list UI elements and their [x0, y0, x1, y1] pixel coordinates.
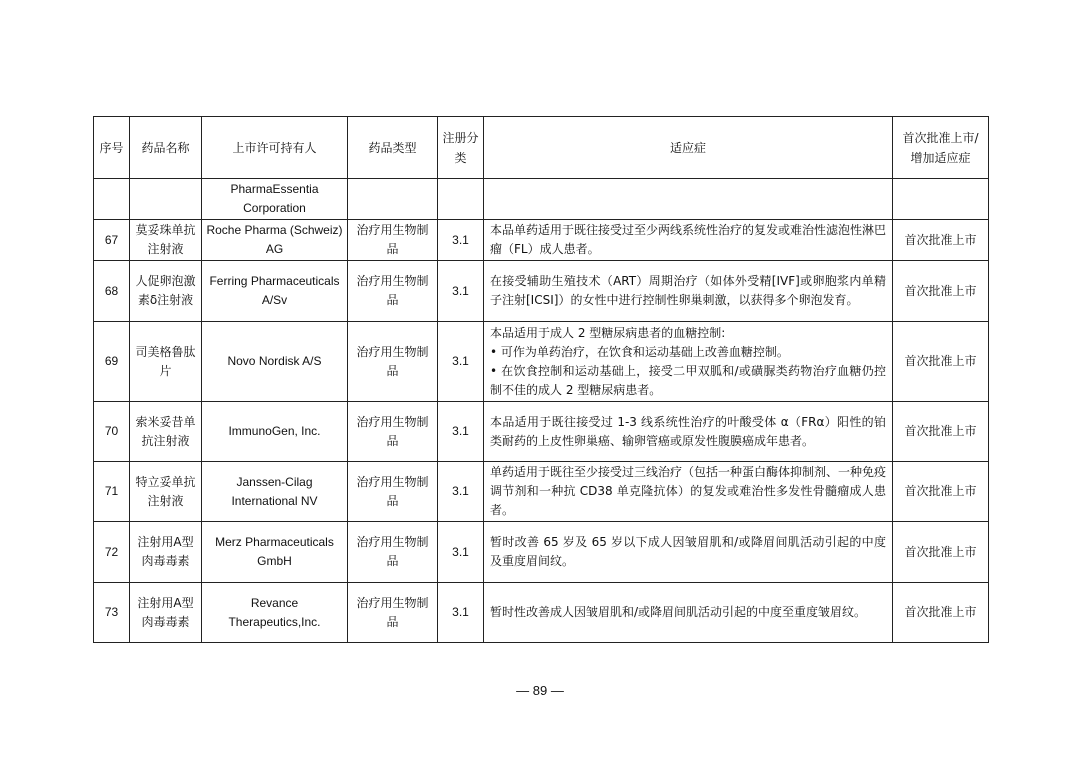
approval-status: 首次批准上市 [893, 261, 989, 322]
table-row [94, 322, 989, 402]
header-drug-name: 药品名称 [130, 117, 202, 179]
holder-cell: Roche Pharma (Schweiz) AG [202, 220, 348, 261]
approval-status: 首次批准上市 [893, 402, 989, 462]
drug-name: 注射用A型肉毒毒素 [130, 583, 202, 643]
drug-name: 注射用A型肉毒毒素 [130, 522, 202, 583]
registration-class: 3.1 [438, 322, 484, 402]
registration-class: 3.1 [438, 583, 484, 643]
indication: 暂时改善 65 岁及 65 岁以下成人因皱眉肌和/或降眉间肌活动引起的中度及重度眉间纹。 [484, 522, 893, 583]
approval-status: 首次批准上市 [893, 583, 989, 643]
header-indication: 适应症 [484, 117, 893, 179]
indication-intro: 本品适用于成人 2 型糖尿病患者的血糖控制: [490, 325, 726, 340]
approval-status: 首次批准上市 [893, 322, 989, 402]
drug-name: 特立妥单抗注射液 [130, 462, 202, 522]
indication-bullet: • 在饮食控制和运动基础上，接受二甲双胍和/或磺脲类药物治疗血糖仍控制不佳的成人 2 型糖尿病患者。 [490, 363, 886, 397]
drug-type: 治疗用生物制品 [348, 522, 438, 583]
approval-status: 首次批准上市 [893, 462, 989, 522]
holder-cell: Merz Pharmaceuticals GmbH [202, 522, 348, 583]
row-number: 71 [94, 462, 130, 522]
header-no: 序号 [94, 117, 130, 179]
drug-type: 治疗用生物制品 [348, 402, 438, 462]
page-number: — 89 — [516, 683, 564, 698]
drug-type: 治疗用生物制品 [348, 261, 438, 322]
row-number: 72 [94, 522, 130, 583]
indication: 暂时性改善成人因皱眉肌和/或降眉间肌活动引起的中度至重度皱眉纹。 [484, 583, 893, 643]
row-number: 69 [94, 322, 130, 402]
table-row [94, 462, 989, 522]
registration-class: 3.1 [438, 462, 484, 522]
table-row [94, 583, 989, 643]
table-row [94, 220, 989, 261]
indication: 在接受辅助生殖技术（ART）周期治疗（如体外受精[IVF]或卵胞浆内单精子注射[ICSI]）的女性中进行控制性卵巢刺激，以获得多个卵泡发育。 [484, 261, 893, 322]
row-number: 68 [94, 261, 130, 322]
holder-cell: PharmaEssentia Corporation [202, 179, 348, 220]
indication: 单药适用于既往至少接受过三线治疗（包括一种蛋白酶体抑制剂、一种免疫调节剂和一种抗 CD38 单克隆抗体）的复发或难治性多发性骨髓瘤成人患者。 [484, 462, 893, 522]
drug-approval-table [93, 116, 989, 643]
header-row [94, 117, 989, 179]
drug-type: 治疗用生物制品 [348, 583, 438, 643]
drug-type: 治疗用生物制品 [348, 220, 438, 261]
drug-name: 莫妥珠单抗注射液 [130, 220, 202, 261]
holder-cell: Ferring Pharmaceuticals A/Sv [202, 261, 348, 322]
approval-status: 首次批准上市 [893, 220, 989, 261]
header-drug-type: 药品类型 [348, 117, 438, 179]
drug-name: 人促卵泡激素δ注射液 [130, 261, 202, 322]
registration-class: 3.1 [438, 261, 484, 322]
approval-status: 首次批准上市 [893, 522, 989, 583]
table-row [94, 522, 989, 583]
indication-bullet: • 可作为单药治疗，在饮食和运动基础上改善血糖控制。 [490, 344, 789, 359]
drug-name: 索米妥昔单抗注射液 [130, 402, 202, 462]
header-approval: 首次批准上市/增加适应症 [893, 117, 989, 179]
row-number: 73 [94, 583, 130, 643]
holder-cell: Janssen-Cilag International NV [202, 462, 348, 522]
row-number: 70 [94, 402, 130, 462]
table-row [94, 261, 989, 322]
registration-class: 3.1 [438, 522, 484, 583]
holder-cell: ImmunoGen, Inc. [202, 402, 348, 462]
indication: 本品单药适用于既往接受过至少两线系统性治疗的复发或难治性滤泡性淋巴瘤（FL）成人患者。 [484, 220, 893, 261]
header-holder: 上市许可持有人 [202, 117, 348, 179]
drug-type: 治疗用生物制品 [348, 322, 438, 402]
drug-type: 治疗用生物制品 [348, 462, 438, 522]
registration-class: 3.1 [438, 220, 484, 261]
indication: 本品适用于既往接受过 1-3 线系统性治疗的叶酸受体 α（FRα）阳性的铂类耐药的上皮性卵巢癌、输卵管癌或原发性腹膜癌成年患者。 [484, 402, 893, 462]
drug-name: 司美格鲁肽片 [130, 322, 202, 402]
row-number: 67 [94, 220, 130, 261]
header-registration-class: 注册分类 [438, 117, 484, 179]
table-row-carryover [94, 179, 989, 220]
holder-cell: Revance Therapeutics,Inc. [202, 583, 348, 643]
indication [484, 322, 893, 402]
registration-class: 3.1 [438, 402, 484, 462]
table-row [94, 402, 989, 462]
holder-cell: Novo Nordisk A/S [202, 322, 348, 402]
